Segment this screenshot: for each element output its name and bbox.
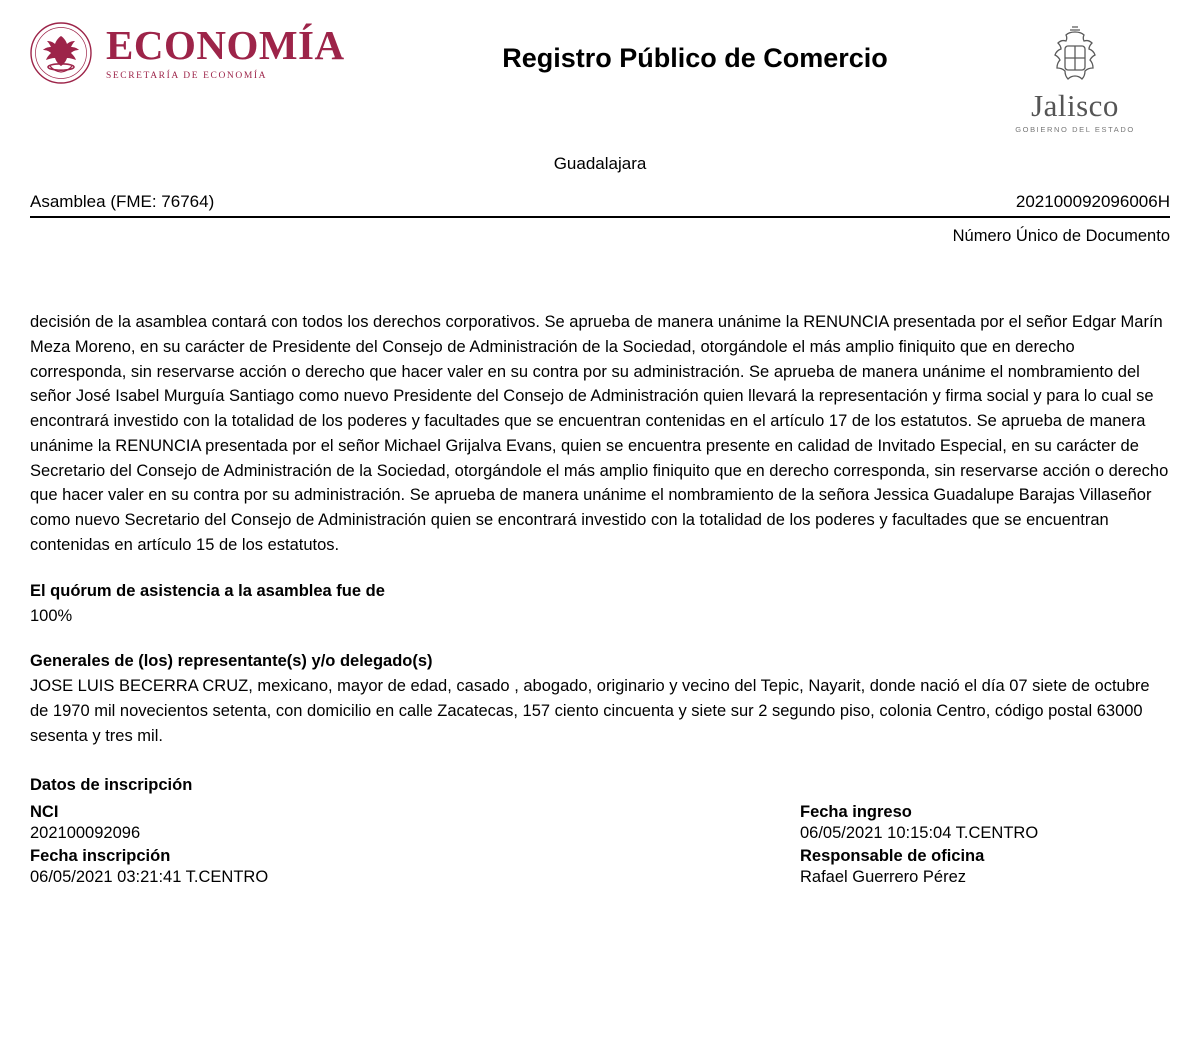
representantes-label: Generales de (los) representante(s) y/o delegado(s) bbox=[30, 652, 433, 671]
mexican-eagle-icon bbox=[30, 22, 92, 84]
economia-logo bbox=[30, 22, 410, 84]
main-paragraph: decisión de la asamblea contará con todos los derechos corporativos. Se aprueba de manera unánime la RENUNCIA presentada por el señor Edgar Marín Meza Moreno, en su carácter de Presidente del Consejo de Administración de la Sociedad, otorgándole el más amplio finiquito que en derecho corresponda, sin reservarse acción o derecho que hacer valer en su contra por su administración. Se aprueba de manera unánime el nombramiento del señor José Isabel Murguía Santiago como nuevo Presidente del Consejo de Administración quien llevará la representación y firma social y para lo cual se encontrará investido con la totalidad de los poderes y facultades que se encuentran contenidas en el artículo 17 de los estatutos. Se aprueba de manera unánime la RENUNCIA presentada por el señor Michael Grijalva Evans, quien se encuentra presente en calidad de Invitado Especial, en su carácter de Secretario del Consejo de Administración de la Sociedad, otorgándole el más amplio finiquito que en derecho corresponda, sin reservarse acción o derecho que hacer valer en su contra por su administración. Se aprueba de manera unánime el nombramiento de la señora Jessica Guadalupe Barajas Villaseñor como nuevo Secretario del Consejo de Administración quien se encontrará investido con la totalidad de los poderes y facultades que se encuentran contenidas en artículo 15 de los estatutos. bbox=[30, 313, 1169, 554]
document-unique-number: 202100092096006H bbox=[1015, 192, 1170, 211]
nci-value: 202100092096 bbox=[30, 823, 141, 842]
header-divider bbox=[30, 216, 1170, 218]
city-name: Guadalajara bbox=[553, 154, 647, 173]
jalisco-crest-icon bbox=[1040, 26, 1110, 88]
quorum-section bbox=[30, 582, 1170, 629]
economia-subtitle: SECRETARÍA DE ECONOMÍA bbox=[106, 70, 268, 81]
fecha-ingreso-value: 06/05/2021 10:15:04 T.CENTRO bbox=[800, 823, 1039, 842]
representantes-value: JOSE LUIS BECERRA CRUZ, mexicano, mayor de edad, casado , abogado, originario y vecino del Tepic, Nayarit, donde nació el día 07 siete de octubre de 1970 mil novecientos setenta, con domicilio en calle Zacatecas, 157 ciento cincuenta y siete sur 2 segundo piso, colonia Centro, código postal 63000 sesenta y tres mil. bbox=[30, 677, 1150, 745]
inscripcion-grid bbox=[30, 799, 1170, 887]
responsable-label: Responsable de oficina bbox=[800, 846, 985, 865]
fecha-inscripcion-label: Fecha inscripción bbox=[30, 846, 171, 865]
document-type-label: Asamblea (FME: 76764) bbox=[30, 192, 215, 211]
fecha-ingreso-label: Fecha ingreso bbox=[800, 802, 912, 821]
page-title bbox=[410, 22, 980, 76]
economia-title: ECONOMÍA bbox=[106, 21, 345, 68]
inscripcion-title: Datos de inscripción bbox=[30, 775, 193, 794]
jalisco-logo bbox=[980, 22, 1170, 134]
representantes-section bbox=[30, 652, 1170, 748]
document-number-caption: Número Único de Documento bbox=[952, 227, 1170, 245]
quorum-label: El quórum de asistencia a la asamblea fue de bbox=[30, 581, 385, 600]
document-header bbox=[30, 0, 1170, 134]
page-title-text: Registro Público de Comercio bbox=[502, 43, 888, 73]
nci-label: NCI bbox=[30, 802, 59, 821]
document-id-bar bbox=[30, 192, 1170, 216]
jalisco-name: Jalisco bbox=[1031, 88, 1119, 123]
quorum-value: 100% bbox=[30, 606, 73, 625]
jalisco-subtitle: GOBIERNO DEL ESTADO bbox=[1015, 125, 1135, 134]
fecha-inscripcion-value: 06/05/2021 03:21:41 T.CENTRO bbox=[30, 867, 269, 886]
responsable-value: Rafael Guerrero Pérez bbox=[800, 867, 966, 886]
